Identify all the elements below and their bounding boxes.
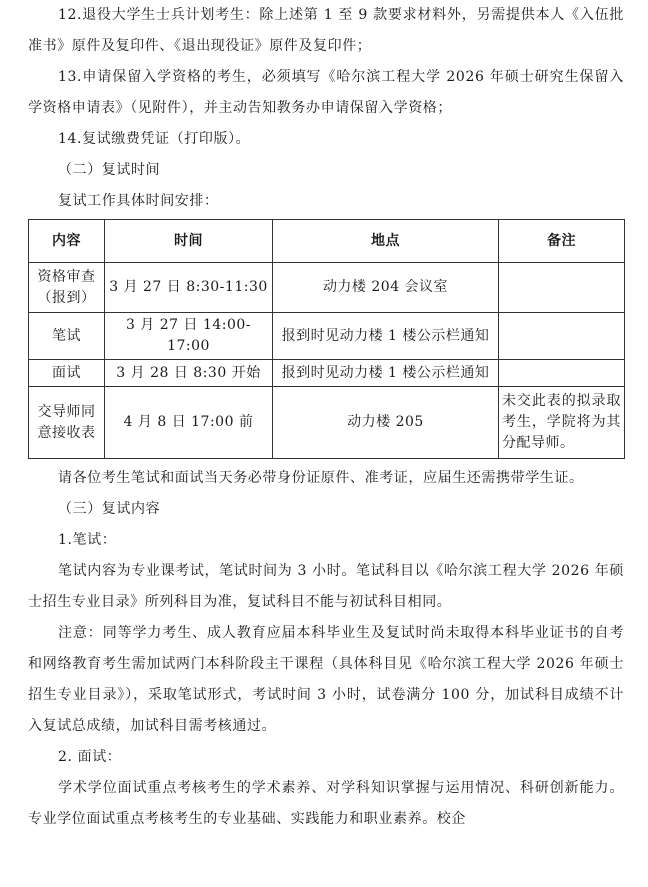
column-header-place: 地点 <box>273 220 499 263</box>
table-row <box>29 263 625 313</box>
table-row <box>29 313 625 360</box>
cell-time: 3 月 27 日 8:30-11:30 <box>105 263 273 313</box>
section-heading-exam-time: （二）复试时间 <box>58 162 161 178</box>
section-heading-exam-content: （三）复试内容 <box>58 501 161 517</box>
cell-note <box>499 360 625 387</box>
paragraph-item-13: 13.申请保留入学资格的考生，必须填写《哈尔滨工程大学 2026 年硕士研究生保留入学资格申请表》（见附件），并主动告知教务办申请保留入学资格； <box>28 69 624 116</box>
column-header-time: 时间 <box>105 220 273 263</box>
schedule-table <box>28 219 625 459</box>
cell-place: 报到时见动力楼 1 楼公示栏通知 <box>273 313 499 360</box>
interview-paragraph: 学术学位面试重点考核考生的学术素养、对学科知识掌握与运用情况、科研创新能力。专业学位面试重点考核考生的专业基础、实践能力和职业素养。校企 <box>28 780 624 827</box>
cell-content: 交导师同意接收表 <box>29 387 105 459</box>
schedule-intro: 复试工作具体时间安排： <box>58 193 219 209</box>
cell-note <box>499 313 625 360</box>
cell-note: 未交此表的拟录取考生，学院将为其分配导师。 <box>499 387 625 459</box>
table-row <box>29 360 625 387</box>
cell-note <box>499 263 625 313</box>
cell-place: 动力楼 204 会议室 <box>273 263 499 313</box>
note-paragraph: 注意：同等学力考生、成人教育应届本科毕业生及复试时尚未取得本科毕业证书的自考和网络教育考生需加试两门本科阶段主干课程（具体科目见《哈尔滨工程大学 2026 年硕士招生专业目录》），采取笔试形式，考试时间 3 小时，试卷满分 100 分，加试科目成绩不计入复试总成绩，加试科目需考核通过。 <box>28 625 624 734</box>
column-header-content: 内容 <box>29 220 105 263</box>
reminder-paragraph: 请各位考生笔试和面试当天务必带身份证原件、准考证，应届生还需携带学生证。 <box>58 470 584 486</box>
cell-place: 动力楼 205 <box>273 387 499 459</box>
cell-time: 3 月 27 日 14:00-17:00 <box>105 313 273 360</box>
table-row <box>29 387 625 459</box>
paragraph-item-14: 14.复试缴费凭证（打印版）。 <box>58 131 251 147</box>
subheading-written-exam: 1.笔试： <box>58 532 117 548</box>
written-exam-paragraph: 笔试内容为专业课考试，笔试时间为 3 小时。笔试科目以《哈尔滨工程大学 2026 年硕士招生专业目录》所列科目为准，复试科目不能与初试科目相同。 <box>28 563 624 610</box>
cell-place: 报到时见动力楼 1 楼公示栏通知 <box>273 360 499 387</box>
cell-content: 面试 <box>29 360 105 387</box>
cell-content: 笔试 <box>29 313 105 360</box>
subheading-interview: 2. 面试： <box>58 749 122 765</box>
document-page <box>28 0 624 835</box>
paragraph-item-12: 12.退役大学生士兵计划考生：除上述第 1 至 9 款要求材料外，另需提供本人《入伍批准书》原件及复印件、《退出现役证》原件及复印件； <box>28 7 624 54</box>
column-header-note: 备注 <box>499 220 625 263</box>
cell-time: 3 月 28 日 8:30 开始 <box>105 360 273 387</box>
cell-content: 资格审查（报到） <box>29 263 105 313</box>
table-header-row <box>29 220 625 263</box>
cell-time: 4 月 8 日 17:00 前 <box>105 387 273 459</box>
